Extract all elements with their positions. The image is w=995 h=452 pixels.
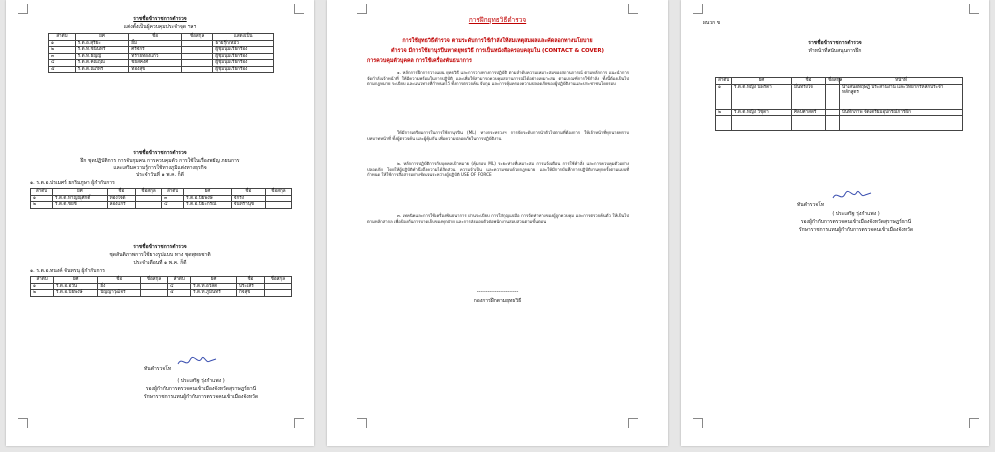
team-leader: ๑. ร.ต.อ.ปรเมศร์ ยกริมภูษา ผู้กำกับการ [30, 180, 115, 186]
table-cell: ร.ต.ท.ธัญญ์ [75, 53, 129, 60]
table-cell: ๒ [716, 109, 732, 116]
column-header: ชื่อ [129, 34, 182, 41]
table-cell: ร.ต.ต.หาญณุศักดิ์ [53, 195, 108, 202]
table-cell: มั่นทรงใจ [792, 84, 826, 109]
table-cell: ทรายทองแก้ว [129, 53, 182, 60]
table-cell [716, 116, 732, 131]
table-cell: บันทึกภาพ จัดเตรียมอุปกรณ์การฝึก [840, 109, 963, 116]
column-header: ลำดับ [168, 277, 191, 284]
table-cell: ศรีจักร [129, 47, 182, 54]
column-header: ยศ [184, 189, 232, 196]
column-header: ชื่อ [231, 189, 265, 196]
section-subtitle: ฝึก ชุดปฏิบัติการ การจับกุมคน การควบคุมตัว การใช้ในเรื่องพยัญ ภยนการ [80, 158, 240, 164]
table-cell [140, 290, 167, 297]
section-subtitle: และเสริมความรู้การใช้ทางภูมิแต่งทางธุรกิจ [113, 165, 207, 171]
document-page-3 [681, 0, 989, 446]
table-cell: ทองสุข [129, 66, 182, 73]
table-cell: ร.ต.อ.ปิยพงษ์ [184, 195, 232, 202]
margin-corner-marker [969, 418, 979, 428]
margin-corner-marker [693, 418, 703, 428]
column-header: ชื่อสกุล [140, 277, 167, 284]
handwritten-signature [176, 352, 220, 370]
column-header: ลำดับ [716, 78, 732, 85]
table-cell [826, 116, 840, 131]
column-header: ชื่อสกุล [264, 277, 291, 284]
body-paragraph: ๑. หลักการฝึกการวางแผน ยุทธวิธี และการวางทางการปฏิบัติ ตามลำดับความเหมาะสมของสถานการณ์ ตามหลักการ แนะนำการจัดกำลังเจ้าหน้าที่ ให้มีความพร้อมในการปฏิบัติ และเพื่อให้สามารถควบคุมสถานการณ์ได้อย่างเหมาะสม ตามเกณฑ์การใช้กำลัง ทั้งนี้ต้องเป็นไปตามกฎหมาย ระเบียบ และแนวทางที่กำหนดไว้ ทั้งการตรวจค้น จับกุม และการคุ้มครองความปลอดภัยของผู้ปฏิบัติงานและประชาชนโดยรอบ [367, 70, 629, 87]
table-cell [732, 116, 792, 131]
table-cell: ลองแกร [107, 202, 135, 209]
column-header: ยศ [191, 277, 237, 284]
column-header: ยศ [53, 189, 108, 196]
table-cell: ธายรุ๊ก/หมัว [213, 40, 274, 47]
table-cell: ๑ [31, 195, 53, 202]
document-title: การฝึกยุทธวิธีตำรวจ [468, 16, 527, 24]
table-cell: ผู้ชุมนุมเรียกร้อง [213, 60, 274, 67]
table-cell: ร.ต.ต.ณภัทร [75, 66, 129, 73]
section-title: ราชชื่อข้าราชการตำรวจ [808, 40, 862, 46]
section-title: ราชชื่อข้าราชการตำรวจ [133, 16, 187, 22]
table-cell: กิจสุข [237, 290, 265, 297]
table-cell: ร.ต.ต.ชยชี [53, 202, 108, 209]
margin-corner-marker [357, 4, 367, 14]
table-cell: ๑ [49, 40, 76, 47]
column-header: ยศ [75, 34, 129, 41]
table-cell: ๔ [162, 202, 184, 209]
column-header: ลำดับ [162, 189, 184, 196]
table-cell [265, 202, 291, 209]
section-subtitle: แต่งตั้งเป็นผู้ควบคุมประจำจุด ฯลฯ [123, 24, 197, 30]
margin-corner-marker [693, 4, 703, 14]
column-header: ชื่อสกุล [826, 78, 840, 85]
personnel-table-3 [30, 276, 292, 297]
document-footer: กองการฝึกตามยุทธวิธี [473, 298, 522, 304]
table-cell: ๕ [49, 66, 76, 73]
personnel-table-2 [30, 188, 292, 209]
table-cell: จักรง [231, 195, 265, 202]
table-cell: ผู้ชุมนุมเรียกร้อง [213, 66, 274, 73]
table-cell [264, 290, 291, 297]
margin-corner-marker [18, 418, 28, 428]
section-title: ราชชื่อข้าราชการตำรวจ [133, 150, 187, 156]
table-cell: ประเสิร [237, 283, 265, 290]
table-cell: ผู้ชุมนุมเรียกร้อง [213, 53, 274, 60]
margin-corner-marker [18, 4, 28, 14]
column-header: ชื่อสกุล [136, 189, 162, 196]
column-header: ชื่อ [107, 189, 135, 196]
table-cell: ๑ [716, 84, 732, 109]
table-cell: ร.ต.อ.ปิยะกรณ์ [184, 202, 232, 209]
signatory-position: รักษาราชการแทนผู้กำกับการตรวจคนเข้าเมืองจังหวัด [143, 394, 259, 400]
table-row [716, 84, 963, 109]
column-header: ชื่อ [98, 277, 141, 284]
body-paragraph: ๒. หลักการปฏิบัติการกับบุคคลเป้าหมาย (คุ้มรอบ ML) ระยะห่างที่เหมาะสม การแจ้งเตือน การใช้คำสั่ง และการควบคุมตัวอย่างปลอดภัย โดยให้ผู้ปฏิบัติคำนึงถึงความได้สัดส่วน ความจำเป็น และความชอบด้วยกฎหมาย และให้มีการบันทึกการปฏิบัติงานทุกครั้งตามแบบที่กำหนด ให้ใช้การสื่อสารอย่างชัดเจนระหว่างผู้ปฏิบัติ USE OF FORCE [367, 161, 629, 178]
column-header: ลำดับ [31, 189, 53, 196]
table-cell: ๒ [31, 290, 54, 297]
section-title: ราชชื่อข้าราชการตำรวจ [133, 244, 187, 250]
signatory-name: ( ประเสริฐ รุ่งกำแพง ) [832, 211, 880, 217]
column-header: ลำดับ [31, 277, 54, 284]
document-heading: การควบคุมตัวบุคคล การใช้เครื่องพันธนาการ [367, 58, 472, 64]
table-cell: ร.ต.ต.คณฤณ [75, 60, 129, 67]
signature-title: ทันตำรวจโท [144, 366, 172, 372]
table-cell: นำเสนอทฤษฎี ประสานงาน และวิทยากรหลักประจำหลักสูตร [840, 84, 963, 109]
table-cell: ร.ต.ท.อวัลิต [191, 283, 237, 290]
table-cell: ร.ต.ต.หญิง นพรดา [732, 84, 792, 109]
body-paragraph: ๓. เทคนิคและการใช้เครื่องพันธนาการ ผ่านระเบียบ การใส่กุญแจมือ การจัดท่าทางของผู้ถูกควบคุม และการตรวจค้นตัว ให้เป็นไปตามหลักสากล เพื่อป้องกันการบาดเจ็บของทุกฝ่าย และการส่งมอบตัวต่อพนักงานสอบสวนตามขั้นตอน [367, 213, 629, 224]
table-cell: ๓ [162, 195, 184, 202]
table-cell: ๑ [31, 283, 54, 290]
table-cell [181, 66, 213, 73]
table-cell: ร.ต.อ.ปิยพงษ์ [53, 290, 97, 297]
margin-corner-marker [294, 4, 304, 14]
column-header: ชื่อสกุล [181, 34, 213, 41]
table-cell: ยิ่ง [98, 283, 141, 290]
table-row [31, 290, 292, 297]
section-divider: ----------------------- [476, 289, 519, 295]
section-date: ประจำเดือนที่ ๑ พ.ค. ก็ดี [133, 260, 187, 266]
column-header: ชื่อ [792, 78, 826, 85]
body-paragraph: ให้มีการเตรียมการในการใช้ยานุรปืน (ML) ทางกระทรวงฯ การจัดระดับการนำตัวไปตามที่ต้องการ ให้เจ้าหน้าที่ทุกนายทราบบทบาทหน้าที่ ทั้งผู้ตรวจค้น และผู้คุ้มกัน เพื่อความปลอดภัยในการปฏิบัติงาน [367, 130, 629, 141]
table-cell [136, 202, 162, 209]
column-header: แสดงเป็น [213, 34, 274, 41]
signatory-position: รองผู้กำกับการตรวจคนเข้าเมืองจังหวัดสุราษฎร์ธานี [145, 386, 257, 392]
team-leader: ๑. ร.ต.อ.ทนงค์ จันทรนุ ผู้กำกับการ [30, 268, 105, 274]
signatory-position: รองผู้กำกับการตรวจคนเข้าเมืองจังหวัดสุราษฎร์ธานี [800, 219, 912, 225]
table-cell: ร.ต.อ.สุริยะ [75, 40, 129, 47]
table-row [716, 116, 963, 131]
support-personnel-table [715, 77, 963, 131]
column-header: ยศ [53, 277, 97, 284]
table-cell: ๒ [31, 202, 53, 209]
margin-corner-marker [969, 4, 979, 14]
table-cell [826, 84, 840, 109]
column-header: ลำดับ [49, 34, 76, 41]
section-subtitle: ชุดสันติภาพการใช้ยางรูปแบบ ทาง ชุดพุทธชาติ [109, 252, 211, 258]
table-cell: ๓ [49, 53, 76, 60]
handwritten-signature [831, 186, 875, 204]
document-page-2 [327, 0, 668, 446]
column-header: ชื่อสกุล [265, 189, 291, 196]
personnel-table-1 [48, 33, 274, 73]
table-cell: ศิลปศาสตร์ [792, 109, 826, 116]
table-cell: ร.ต.ท.ภูมินทร์ [191, 290, 237, 297]
table-cell: ๕ [168, 290, 191, 297]
table-cell: จันทรานุช [231, 202, 265, 209]
table-row [49, 66, 274, 73]
document-heading: ตำรวจ มีการใช้ยานุรปืนทาดยุทธวิธี การเป็นหนังสือครอบคลุมใน (CONTACT & COVER) [391, 48, 604, 54]
margin-corner-marker [628, 4, 638, 14]
table-cell [792, 116, 826, 131]
table-cell: ยิ้ม [129, 40, 182, 47]
margin-corner-marker [294, 418, 304, 428]
section-subtitle: ทำหน้าที่สนับสนุนการฝึก [808, 48, 862, 54]
table-cell [840, 116, 963, 131]
signatory-position: รักษาราชการแทนผู้กำกับการตรวจคนเข้าเมืองจังหวัด [798, 227, 914, 233]
table-cell: ๒ [49, 47, 76, 54]
signature-title: ทันตำรวจโท [797, 202, 825, 208]
column-header: ชื่อ [237, 277, 265, 284]
table-cell: ๔ [49, 60, 76, 67]
column-header: ยศ [732, 78, 792, 85]
table-cell: ทองใจดี [107, 195, 135, 202]
table-row [31, 202, 292, 209]
column-header: หน้าที่ [840, 78, 963, 85]
table-cell: ผู้ชุมนุมเรียกร้อง [213, 47, 274, 54]
section-date: ประจำวันที่ ๑ พ.ค. ก็ดี [136, 172, 184, 178]
signatory-name: ( ประเสริฐ รุ่งกำแพง ) [177, 378, 225, 384]
table-cell: ชยสคงศ์ [129, 60, 182, 67]
table-cell: ปัญญาวุฒิจร [98, 290, 141, 297]
document-heading: การใช้ยุทธวิธีตำรวจ ตามระดับการใช้กำลังให้สมเหตุสมผลและคัดลอกทางนโยบาย [402, 38, 593, 44]
table-cell: ๔ [168, 283, 191, 290]
margin-corner-marker [628, 418, 638, 428]
table-cell: ร.ต.ท.ชนินทร์ [75, 47, 129, 54]
document-page-1 [6, 0, 314, 446]
table-cell: ร.ต.ต.หญิง วิชุดา [732, 109, 792, 116]
annex-label: ผนวก ข [703, 20, 721, 26]
margin-corner-marker [357, 418, 367, 428]
table-cell: ร.ต.อ.อวัน [53, 283, 97, 290]
